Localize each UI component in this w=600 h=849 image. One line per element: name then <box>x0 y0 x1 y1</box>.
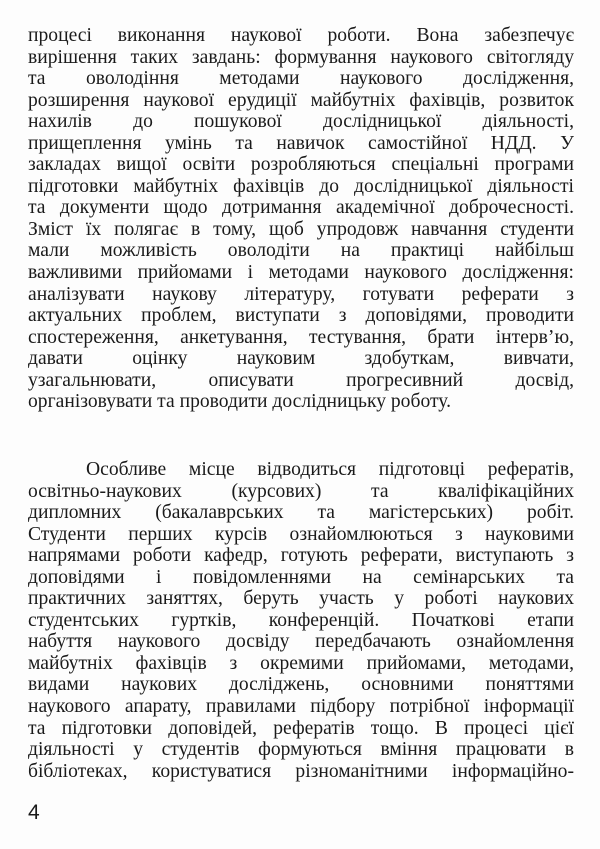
text-line: діяльності у студентів формуються вміння працювати в <box>28 739 574 761</box>
text-line: важливими прийомами і методами наукового дослідження: <box>28 262 574 284</box>
text-line: студентських гуртків, конференцій. Початкові етапи <box>28 609 574 631</box>
text-line: майбутніх фахівців з окремими прийомами, методами, <box>28 652 574 674</box>
text-line: аналізувати наукову літературу, готувати реферати з <box>28 283 574 305</box>
text-line: напрямами роботи кафедр, готують реферати, виступають з <box>28 545 574 567</box>
text-line: та оволодіння методами наукового дослідження, <box>28 68 574 90</box>
text-line: освітньо-наукових (курсових) та кваліфікаційних <box>28 480 574 502</box>
text-line: прищеплення умінь та навичок самостійної НДД. У <box>28 132 574 154</box>
text-line: узагальнювати, описувати прогресивний досвід, <box>28 369 574 391</box>
text-line: нахилів до пошукової дослідницької діяльності, <box>28 111 574 133</box>
text-line: давати оцінку науковим здобуткам, вивчати, <box>28 348 574 370</box>
text-line: актуальних проблем, виступати з доповідями, проводити <box>28 305 574 327</box>
text-line: дипломних (бакалаврських та магістерських) робіт. <box>28 502 574 524</box>
page-number: 4 <box>28 801 40 824</box>
text-line: мали можливість оволодіти на практиці найбільш <box>28 240 574 262</box>
text-line: та документи щодо дотримання академічної доброчесності. <box>28 197 574 219</box>
paragraph-2 <box>28 459 574 782</box>
text-line: спостереження, анкетування, тестування, брати інтерв’ю, <box>28 326 574 348</box>
paragraph-1 <box>28 25 574 413</box>
text-line: набуття наукового досвіду передбачають ознайомлення <box>28 631 574 653</box>
text-line: підготовки майбутніх фахівців до дослідницької діяльності <box>28 175 574 197</box>
text-line: закладах вищої освіти розробляються спеціальні програми <box>28 154 574 176</box>
text-line: бібліотеках, користуватися різноманітними інформаційно- <box>28 760 574 782</box>
text-line: та підготовки доповідей, рефератів тощо. В процесі цієї <box>28 717 574 739</box>
text-line: доповідями і повідомленнями на семінарських та <box>28 566 574 588</box>
text-line: вирішення таких завдань: формування наукового світогляду <box>28 46 574 68</box>
text-line: видами наукових досліджень, основними поняттями <box>28 674 574 696</box>
text-line: практичних заняттях, беруть участь у роботі наукових <box>28 588 574 610</box>
text-line: наукового апарату, правилами підбору потрібної інформації <box>28 696 574 718</box>
text-line: організовувати та проводити дослідницьку роботу. <box>28 391 452 413</box>
text-line: Особливе місце відводиться підготовці рефератів, <box>86 459 574 480</box>
text-line: процесі виконання наукової роботи. Вона забезпечує <box>28 25 574 46</box>
text-line: розширення наукової ерудиції майбутніх фахівців, розвиток <box>28 89 574 111</box>
text-line: Зміст їх полягає в тому, щоб упродовж навчання студенти <box>28 218 574 240</box>
text-line: Студенти перших курсів ознайомлюються з науковими <box>28 523 574 545</box>
